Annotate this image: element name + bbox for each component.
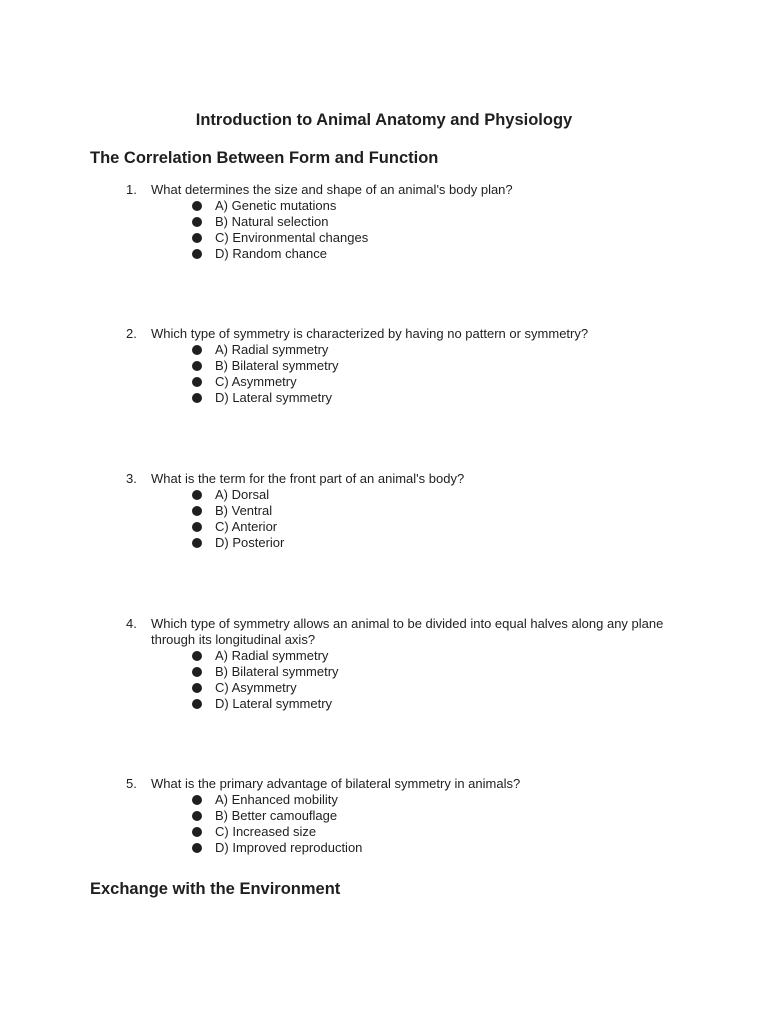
question-5	[0, 776, 768, 856]
option-text: C) Anterior	[215, 519, 278, 534]
answer-options	[0, 487, 768, 551]
option-text: B) Natural selection	[215, 214, 329, 229]
bullet-icon	[192, 217, 202, 227]
question-1	[0, 182, 768, 262]
question-4	[0, 616, 768, 712]
answer-option-c	[0, 519, 768, 535]
option-text: A) Dorsal	[215, 487, 270, 502]
answer-option-d	[0, 246, 768, 262]
bullet-icon	[192, 843, 202, 853]
answer-option-a	[0, 792, 768, 808]
answer-option-c	[0, 374, 768, 390]
answer-option-a	[0, 648, 768, 664]
answer-option-c	[0, 230, 768, 246]
answer-options	[0, 342, 768, 406]
bullet-icon	[192, 377, 202, 387]
answer-options	[0, 198, 768, 262]
answer-option-a	[0, 198, 768, 214]
question-number: 5.	[126, 776, 137, 791]
question-text: What is the term for the front part of an animal's body?	[151, 471, 465, 486]
option-text: C) Environmental changes	[215, 230, 369, 245]
document-title: Introduction to Animal Anatomy and Physiology	[195, 111, 573, 129]
bullet-icon	[192, 490, 202, 500]
option-text: A) Enhanced mobility	[215, 792, 338, 807]
bullet-icon	[192, 667, 202, 677]
answer-option-d	[0, 840, 768, 856]
bullet-icon	[192, 345, 202, 355]
bullet-icon	[192, 361, 202, 371]
bullet-icon	[192, 393, 202, 403]
answer-option-d	[0, 535, 768, 551]
bullet-icon	[192, 522, 202, 532]
bullet-icon	[192, 233, 202, 243]
answer-options	[0, 648, 768, 712]
option-text: A) Radial symmetry	[215, 342, 329, 357]
option-text: A) Radial symmetry	[215, 648, 329, 663]
question-text: Which type of symmetry allows an animal to be divided into equal halves along any plane through its longitudinal axis?	[151, 616, 664, 647]
bullet-icon	[192, 795, 202, 805]
question-prompt	[0, 776, 768, 792]
answer-option-c	[0, 824, 768, 840]
question-number: 3.	[126, 471, 137, 486]
option-text: A) Genetic mutations	[215, 198, 337, 213]
option-text: D) Improved reproduction	[215, 840, 363, 855]
option-text: B) Better camouflage	[215, 808, 338, 823]
question-text: What is the primary advantage of bilateral symmetry in animals?	[151, 776, 521, 791]
bullet-icon	[192, 538, 202, 548]
answer-option-c	[0, 680, 768, 696]
bullet-icon	[192, 506, 202, 516]
option-text: B) Bilateral symmetry	[215, 358, 339, 373]
bullet-icon	[192, 651, 202, 661]
answer-option-d	[0, 696, 768, 712]
bullet-icon	[192, 683, 202, 693]
question-prompt	[0, 471, 768, 487]
option-text: D) Posterior	[215, 535, 285, 550]
bullet-icon	[192, 201, 202, 211]
option-text: D) Lateral symmetry	[215, 390, 333, 405]
option-text: C) Asymmetry	[215, 374, 297, 389]
answer-option-a	[0, 487, 768, 503]
question-number: 4.	[126, 616, 137, 631]
answer-option-b	[0, 214, 768, 230]
question-prompt	[0, 326, 768, 342]
bullet-icon	[192, 699, 202, 709]
answer-option-a	[0, 342, 768, 358]
answer-option-d	[0, 390, 768, 406]
section-heading-exchange-environment: Exchange with the Environment	[90, 880, 341, 898]
option-text: D) Lateral symmetry	[215, 696, 333, 711]
option-text: B) Bilateral symmetry	[215, 664, 339, 679]
question-text: Which type of symmetry is characterized by having no pattern or symmetry?	[151, 326, 589, 341]
question-3	[0, 471, 768, 551]
bullet-icon	[192, 827, 202, 837]
answer-option-b	[0, 503, 768, 519]
question-prompt	[0, 182, 768, 198]
answer-options	[0, 792, 768, 856]
section-heading-form-function: The Correlation Between Form and Function	[90, 149, 439, 167]
answer-option-b	[0, 358, 768, 374]
question-prompt	[0, 616, 768, 648]
question-text: What determines the size and shape of an animal's body plan?	[151, 182, 513, 197]
option-text: C) Asymmetry	[215, 680, 297, 695]
question-2	[0, 326, 768, 406]
option-text: B) Ventral	[215, 503, 273, 518]
answer-option-b	[0, 664, 768, 680]
bullet-icon	[192, 811, 202, 821]
question-number: 2.	[126, 326, 137, 341]
question-number: 1.	[126, 182, 137, 197]
option-text: D) Random chance	[215, 246, 327, 261]
option-text: C) Increased size	[215, 824, 317, 839]
bullet-icon	[192, 249, 202, 259]
answer-option-b	[0, 808, 768, 824]
